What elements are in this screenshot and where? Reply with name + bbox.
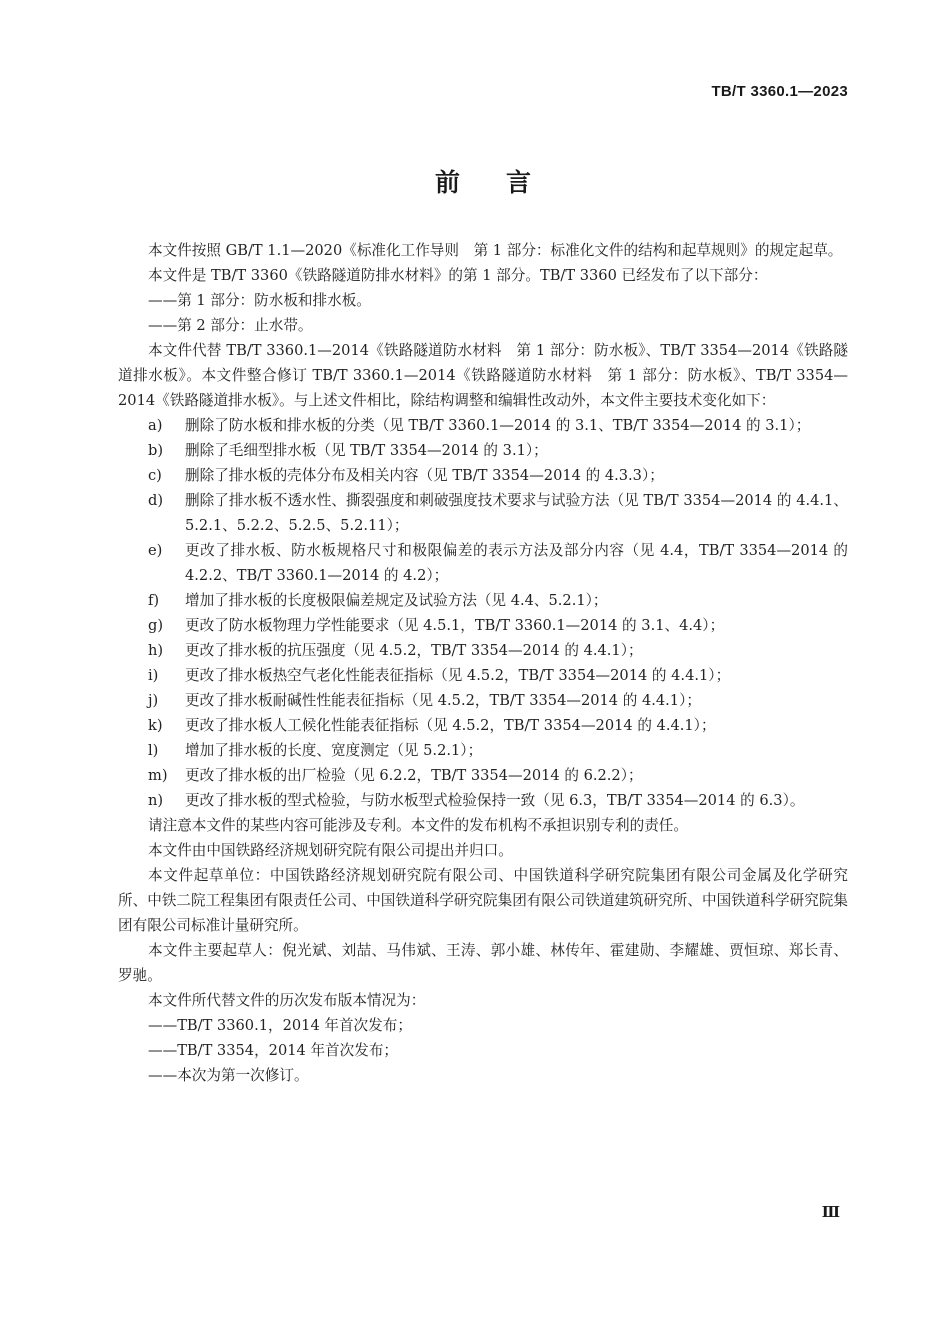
change-item-a <box>118 413 848 438</box>
list-item-text: 更改了排水板人工候化性能表征指标（见 4.5.2，TB/T 3354—2014 的 4.4.1）； <box>185 717 716 734</box>
list-marker: l) <box>148 742 159 759</box>
list-item-text: 更改了排水板的型式检验，与防水板型式检验保持一致（见 6.3，TB/T 3354—2014 的 6.3）。 <box>185 792 805 809</box>
change-item-b <box>118 438 848 463</box>
list-item-text: 更改了排水板热空气老化性能表征指标（见 4.5.2，TB/T 3354—2014 的 4.4.1）； <box>185 667 731 684</box>
change-item-n <box>118 788 848 813</box>
parts-list-item: ——第 1 部分：防水板和排水板。 <box>148 292 371 309</box>
list-marker: f) <box>148 592 160 609</box>
history-list-item: ——TB/T 3354，2014 年首次发布； <box>148 1042 399 1059</box>
list-marker: b) <box>148 442 164 459</box>
list-marker: g) <box>148 617 164 634</box>
list-item-text: 更改了排水板、防水板规格尺寸和极限偏差的表示方法及部分内容（见 4.4，TB/T 3354—2014 的 4.2.2、TB/T 3360.1—2014 的 4.2）； <box>185 542 848 584</box>
change-item-m <box>118 763 848 788</box>
paragraph-drafters: 本文件主要起草人：倪光斌、刘喆、马伟斌、王涛、郭小雄、林传年、霍建勋、李耀雄、贾恒琼、郑长青、罗驰。 <box>118 942 848 984</box>
list-item-text: 删除了排水板的壳体分布及相关内容（见 TB/T 3354—2014 的 4.3.3）； <box>185 467 664 484</box>
list-item-text: 更改了排水板耐碱性性能表征指标（见 4.5.2，TB/T 3354—2014 的 4.4.1）； <box>185 692 701 709</box>
list-item-text: 删除了防水板和排水板的分类（见 TB/T 3360.1—2014 的 3.1、TB/T 3354—2014 的 3.1）； <box>185 417 811 434</box>
paragraph-series-parts: 本文件是 TB/T 3360《铁路隧道防排水材料》的第 1 部分。TB/T 3360 已经发布了以下部分： <box>148 267 768 284</box>
list-marker: d) <box>148 492 164 509</box>
parts-list-item: ——第 2 部分：止水带。 <box>148 317 313 334</box>
paragraph-patent-notice: 请注意本文件的某些内容可能涉及专利。本文件的发布机构不承担识别专利的责任。 <box>148 817 688 834</box>
change-item-d <box>118 488 848 538</box>
page-number: Ⅲ <box>821 1203 840 1221</box>
paragraph-proposer: 本文件由中国铁路经济规划研究院有限公司提出并归口。 <box>148 842 513 859</box>
list-marker: a) <box>148 417 163 434</box>
list-marker: k) <box>148 717 163 734</box>
list-item-text: 更改了排水板的出厂检验（见 6.2.2，TB/T 3354—2014 的 6.2.2）； <box>185 767 643 784</box>
change-item-g <box>118 613 848 638</box>
list-marker: i) <box>148 667 159 684</box>
change-item-h <box>118 638 848 663</box>
list-item-text: 更改了防水板物理力学性能要求（见 4.5.1，TB/T 3360.1—2014 的 3.1、4.4）； <box>185 617 725 634</box>
history-list-item: ——TB/T 3360.1，2014 年首次发布； <box>148 1017 412 1034</box>
list-item-text: 更改了排水板的抗压强度（见 4.5.2，TB/T 3354—2014 的 4.4.1）； <box>185 642 643 659</box>
change-item-i <box>118 663 848 688</box>
paragraph-history-intro: 本文件所代替文件的历次发布版本情况为： <box>148 992 426 1009</box>
change-item-j <box>118 688 848 713</box>
list-item-text: 增加了排水板的长度极限偏差规定及试验方法（见 4.4、5.2.1）； <box>185 592 608 609</box>
change-item-e <box>118 538 848 588</box>
list-marker: e) <box>148 542 163 559</box>
list-marker: n) <box>148 792 164 809</box>
paragraph-drafting-units: 本文件起草单位：中国铁路经济规划研究院有限公司、中国铁道科学研究院集团有限公司金属及化学研究所、中铁二院工程集团有限责任公司、中国铁道科学研究院集团有限公司铁道建筑研究所、中国铁道科学研究院集团有限公司标准计量研究所。 <box>118 867 848 934</box>
list-item-text: 增加了排水板的长度、宽度测定（见 5.2.1）； <box>185 742 483 759</box>
change-item-c <box>118 463 848 488</box>
list-marker: h) <box>148 642 164 659</box>
history-list-item: ——本次为第一次修订。 <box>148 1067 309 1084</box>
page-title: 前言 <box>434 168 577 197</box>
preface-body <box>118 238 848 1088</box>
change-item-l <box>118 738 848 763</box>
list-marker: m) <box>148 767 168 784</box>
paragraph-replacement: 本文件代替 TB/T 3360.1—2014《铁路隧道防水材料 第 1 部分：防水板》、TB/T 3354—2014《铁路隧道排水板》。本文件整合修订 TB/T 3360.1—2014《铁路隧道防水材料 第 1 部分：防水板》、TB/T 3354—2014《铁路隧道排水板》。与上述文件相比，除结构调整和编辑性改动外，本文件主要技术变化如下： <box>118 342 848 409</box>
list-item-text: 删除了排水板不透水性、撕裂强度和刺破强度技术要求与试验方法（见 TB/T 3354—2014 的 4.4.1、5.2.1、5.2.2、5.2.5、5.2.11）； <box>185 492 848 534</box>
change-item-k <box>118 713 848 738</box>
change-item-f <box>118 588 848 613</box>
list-marker: c) <box>148 467 162 484</box>
document-code: TB/T 3360.1—2023 <box>711 83 848 100</box>
list-item-text: 删除了毛细型排水板（见 TB/T 3354—2014 的 3.1）； <box>185 442 548 459</box>
list-marker: j) <box>148 692 159 709</box>
paragraph-drafting-rules: 本文件按照 GB/T 1.1—2020《标准化工作导则 第 1 部分：标准化文件的结构和起草规则》的规定起草。 <box>148 242 843 259</box>
